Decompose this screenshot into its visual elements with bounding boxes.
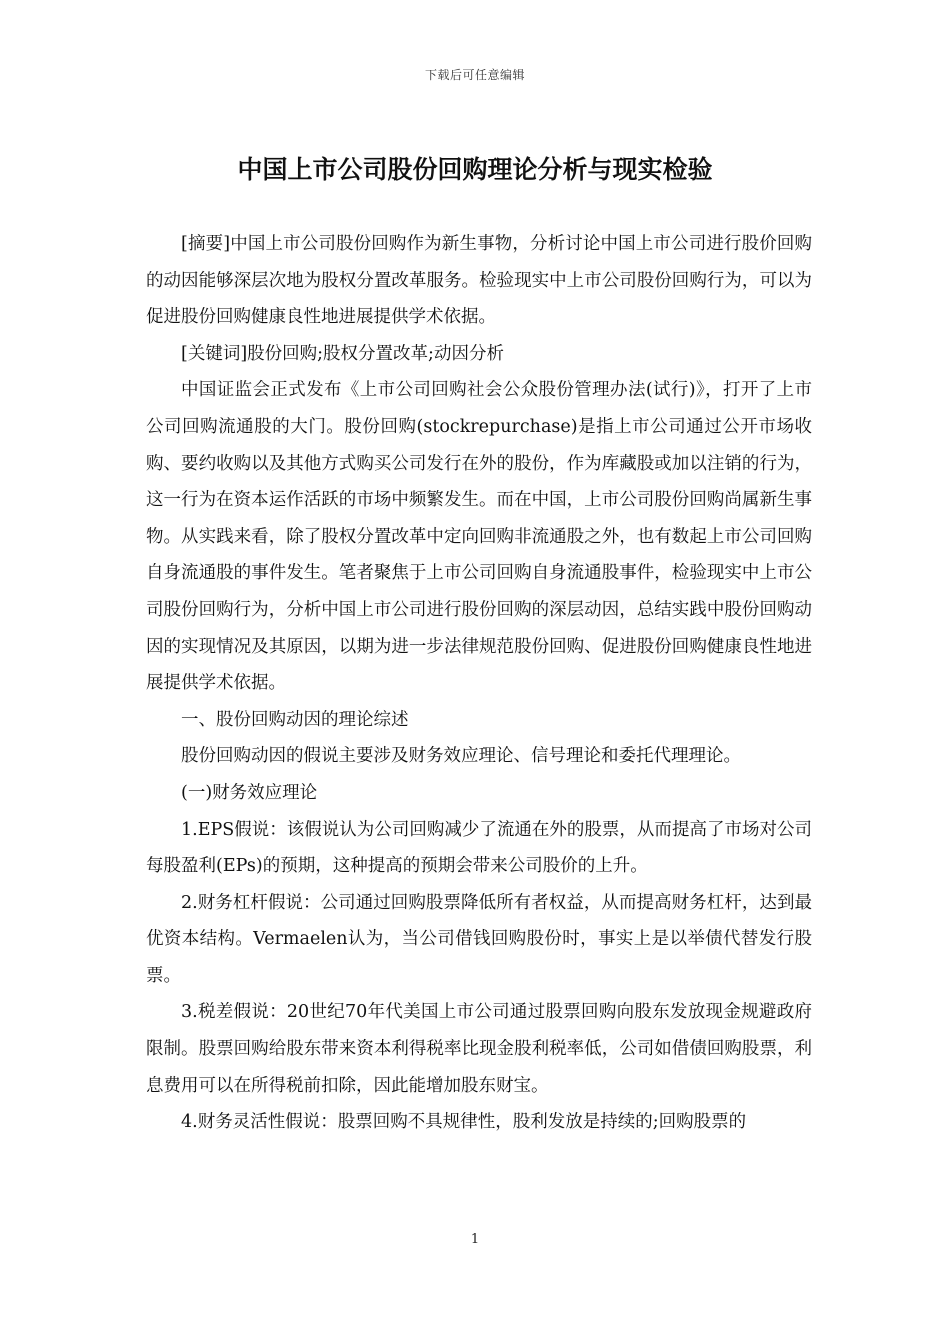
document-body — [146, 226, 812, 1141]
body-paragraph: 股份回购动因的假说主要涉及财务效应理论、信号理论和委托代理理论。 — [181, 746, 741, 767]
page-number: 1 — [470, 1232, 480, 1247]
page-header-note: 下载后可任意编辑 — [424, 68, 525, 82]
keywords-paragraph: [关键词]股份回购;股权分置改革;动因分析 — [181, 343, 504, 364]
subsection-heading: (一)财务效应理论 — [181, 782, 318, 803]
body-paragraph: 3.税差假说：20世纪70年代美国上市公司通过股票回购向股东发放现金规避政府限制。股票回购给股东带来资本利得税率比现金股利税率低，公司如借债回购股票，利息费用可以在所得税前扣除，因此能增加股东财宝。 — [146, 1002, 812, 1096]
section-heading: 一、股份回购动因的理论综述 — [181, 709, 409, 730]
document-title: 中国上市公司股份回购理论分析与现实检验 — [237, 155, 713, 184]
abstract-paragraph: [摘要]中国上市公司股份回购作为新生事物，分析讨论中国上市公司进行股价回购的动因能够深层次地为股权分置改革服务。检验现实中上市公司股份回购行为，可以为促进股份回购健康良性地进展提供学术依据。 — [146, 234, 812, 328]
body-paragraph: 1.EPS假说：该假说认为公司回购减少了流通在外的股票，从而提高了市场对公司每股盈利(EPs)的预期，这种提高的预期会带来公司股价的上升。 — [146, 819, 812, 877]
body-paragraph: 4.财务灵活性假说：股票回购不具规律性，股利发放是持续的;回购股票的 — [181, 1112, 747, 1133]
intro-paragraph: 中国证监会正式发布《上市公司回购社会公众股份管理办法(试行)》，打开了上市公司回购流通股的大门。股份回购(stockrepurchase)是指上市公司通过公开市场收购、要约收购以及其他方式购买公司发行在外的股份，作为库藏股或加以注销的行为，这一行为在资本运作活跃的市场中频繁发生。而在中国，上市公司股份回购尚属新生事物。从实践来看，除了股权分置改革中定向回购非流通股之外，也有数起上市公司回购自身流通股的事件发生。笔者聚焦于上市公司回购自身流通股事件，检验现实中上市公司股份回购行为，分析中国上市公司进行股份回购的深层动因，总结实践中股份回购动因的实现情况及其原因，以期为进一步法律规范股份回购、促进股份回购健康良性地进展提供学术依据。 — [146, 380, 812, 694]
body-paragraph: 2.财务杠杆假说：公司通过回购股票降低所有者权益，从而提高财务杠杆，达到最优资本结构。Vermaelen认为，当公司借钱回购股份时，事实上是以举债代替发行股票。 — [146, 892, 812, 986]
